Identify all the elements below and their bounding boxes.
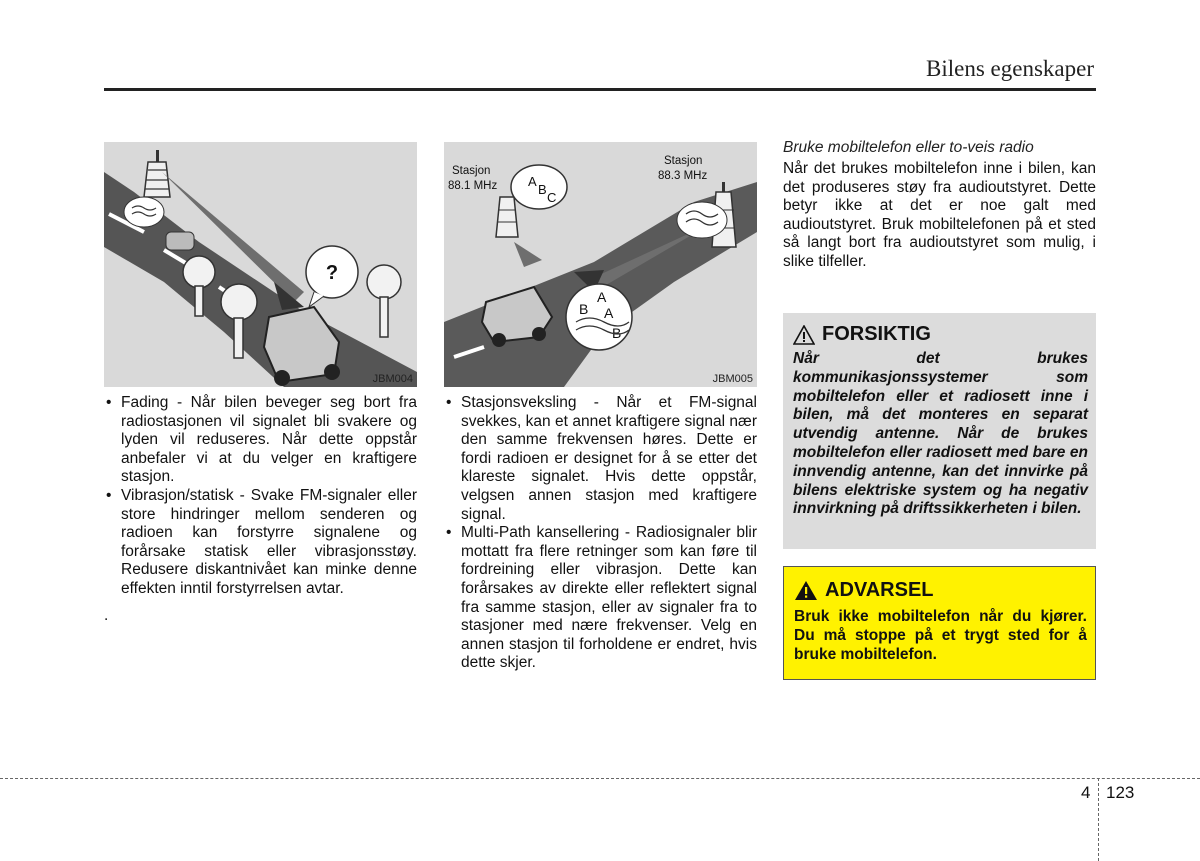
bullet-item: • Fading - Når bilen beveger seg bort fra radiostasjonen vil signalet bli svakere og lyden vil reduseres. Når dette oppstår anbefaler vi at du velger en kraftigere stasjon. [104, 394, 417, 487]
bullet-item: • Vibrasjon/statisk - Svake FM-signaler eller store hindringer mellom senderen og radioen kan forstyrre signalene og forårsake statisk eller vibrasjonsstøy. Redusere diskantnivået kan minke denne effekten inntil forstyrrelsen avtar. [104, 487, 417, 599]
station2-label: Stasjon [664, 155, 703, 167]
car-icon [264, 307, 340, 386]
warning-title: ADVARSEL [825, 579, 934, 601]
transmitter-tower-icon [496, 197, 518, 237]
header-rule [104, 88, 1096, 91]
caution-title-row [793, 323, 1088, 346]
middle-column [444, 394, 757, 673]
transmitter-tower-icon [144, 150, 170, 197]
bullet-list [104, 394, 417, 599]
caution-box [783, 313, 1096, 549]
bullet-item: • Stasjonsveksling - Når et FM-signal svekkes, kan et annet kraftigere signal nær den samme frekvensen høres. Dette er fordi radioen er designet for å se etter det klareste signalet. Hvis dette oppstår, velgsen annen stasjon med kraftigere signal. [444, 394, 757, 524]
section-body: Når det brukes mobiltelefon inne i bilen, kan det produseres støy fra audioutstyret. Dette betyr ikke at det er noe galt med audioutstyret. Bruk mobiltelefonen på et sted så langt bort fra audioutstyret som mulig, i slike tilfeller. [783, 160, 1096, 270]
footer-rule [0, 778, 1200, 779]
station1-label: Stasjon [452, 165, 491, 177]
bubble2-letter: A [597, 289, 607, 305]
bubble2-letter: B [612, 325, 622, 341]
station1-frequency: 88.1 MHz [448, 180, 498, 192]
fading-illustration [104, 142, 417, 387]
bubble2-letter: A [604, 305, 614, 321]
warning-triangle-icon [793, 325, 815, 345]
distortion-bubble [566, 284, 632, 350]
bubble1-letter: A [528, 174, 537, 189]
multipath-illustration [444, 142, 757, 387]
section-heading: Bruke mobiltelefon eller to-veis radio [783, 139, 1034, 156]
question-mark: ? [325, 262, 339, 284]
section-title: Bilens egenskaper [926, 56, 1094, 81]
figure-code: JBM005 [712, 373, 753, 385]
bubble1-letter: B [538, 182, 547, 197]
caution-title: FORSIKTIG [822, 323, 931, 345]
bubble2-letter: B [579, 301, 589, 317]
bullet-item: • Multi-Path kansellering - Radiosignaler blir mottatt fra flere retninger som kan føre til fordreining eller vibrasjon. Dette kan forårsakes av direkte eller reflektert signal fra samme stasjon, eller av signaler fra to stasjoner med nære frekvenser. Velg en annen stasjon til forholdene er endret, hvis dette skjer. [444, 524, 757, 673]
bullet-list [444, 394, 757, 673]
question-bubble [306, 246, 358, 307]
warning-body: Bruk ikke mobiltelefon når du kjører. Du må stoppe på et trygt sted for å bruke mobiltelefon. [794, 608, 1087, 663]
caution-body: Når det brukes kommunikasjonssystemer som mobiltelefon eller et radiosett inne i bilen, må det monteres en separat utvendig antenne. Når de brukes mobiltelefon eller radiosett med bare en innvendig antenne, kan det innvirke på bilens elektriske system og ha negativ innvirkning på driftssikkerheten i bilen. [793, 350, 1088, 518]
warning-title-row [794, 579, 1087, 602]
chapter-number: 4 [1081, 783, 1091, 802]
abc-bubble [511, 165, 567, 209]
left-column [104, 394, 417, 625]
noise-bubble-icon [124, 197, 164, 227]
warning-box [783, 566, 1096, 680]
trailing-mark: . [104, 606, 109, 624]
figure-multipath [444, 142, 757, 387]
footer-divider [1098, 778, 1099, 861]
noise-bubble-icon [677, 202, 727, 238]
page-number: 123 [1106, 783, 1135, 802]
figure-fading [104, 142, 417, 387]
figure-code: JBM004 [372, 373, 413, 385]
warning-triangle-icon [794, 580, 818, 601]
station2-frequency: 88.3 MHz [658, 170, 708, 182]
bubble1-letter: C [547, 190, 557, 205]
